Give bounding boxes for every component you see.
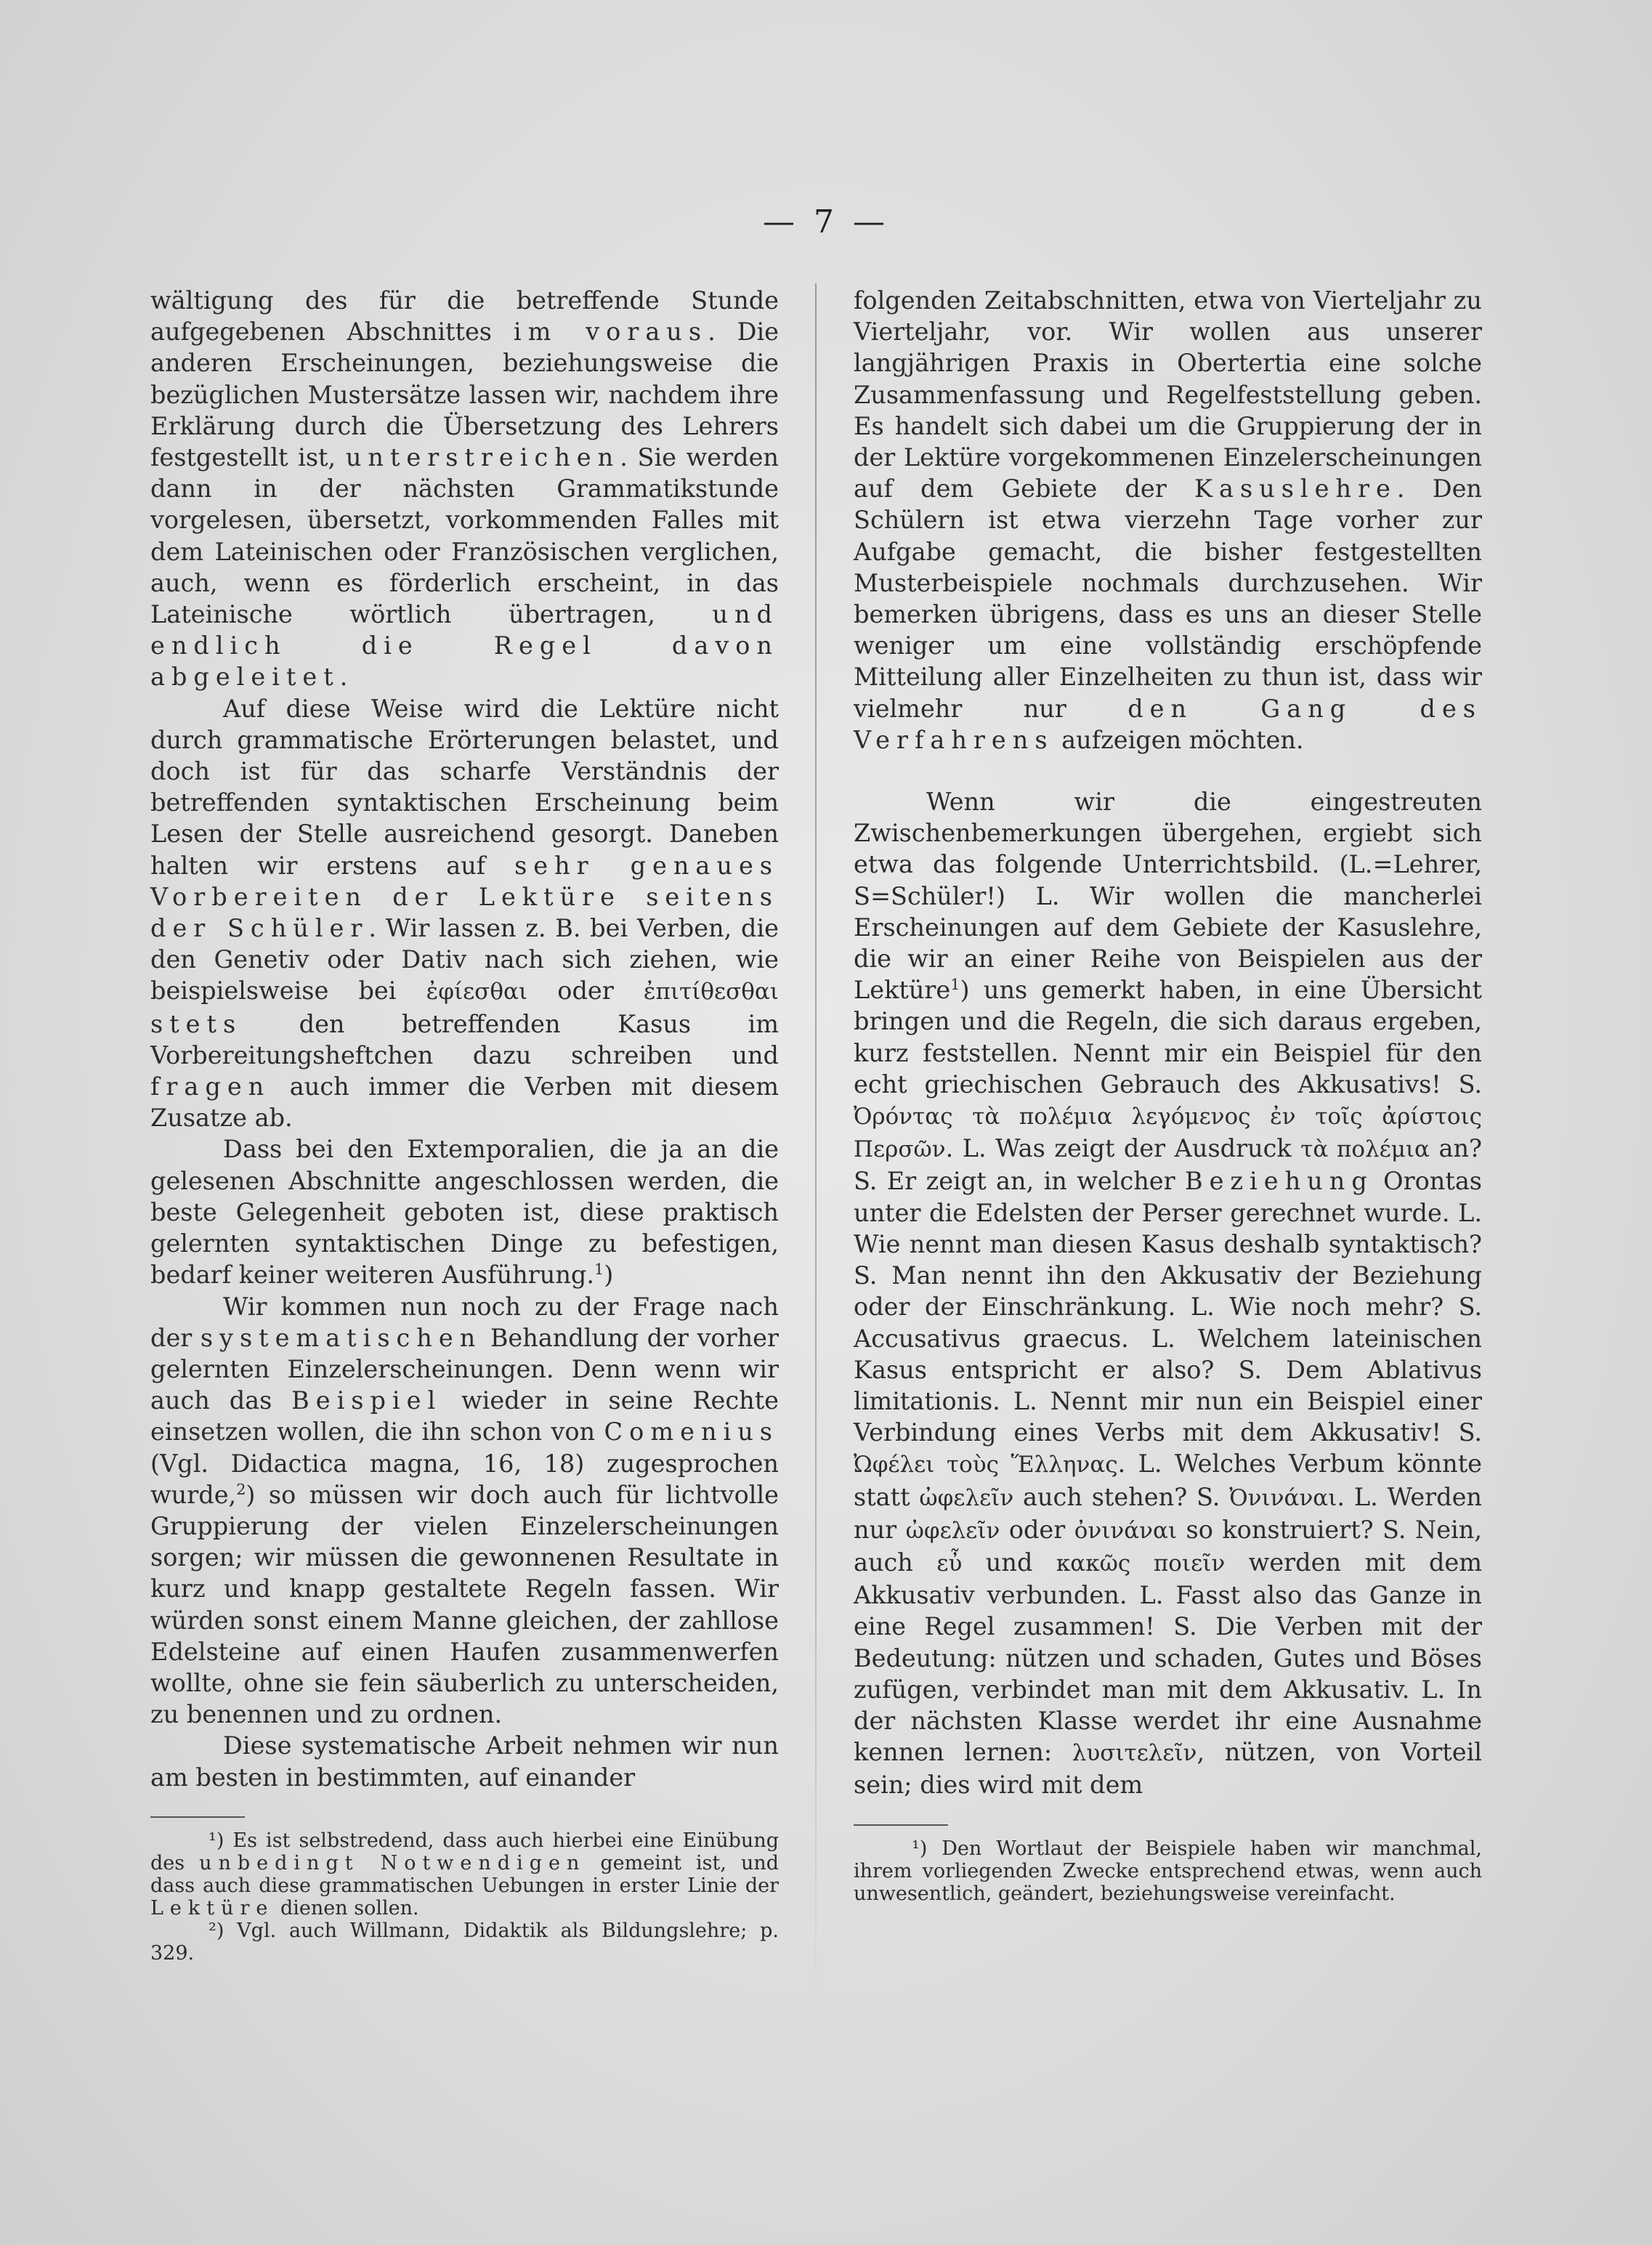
spaced-emphasis: Lektüre (150, 1896, 275, 1920)
text-run: (Vgl. Didactica magna, 16, 18) zugesprochen wurde, (150, 1449, 779, 1509)
right-paragraph-2 (854, 786, 1482, 1801)
text-run: gemeint ist, und dass auch diese grammatischen Uebungen in erster Linie der (150, 1851, 780, 1897)
left-paragraph-4 (150, 1291, 779, 1731)
text-run: Orontas unter die Edelsten der Perser gerechnet wurde. L. Wie nennt man diesen Kasus deshalb syntaktisch? S. Man nennt ihn den Akkusativ der Beziehung oder der Einschränkung. L. Wie noch mehr? S. Accusativus graecus. L. Welchem lateinischen Kasus entspricht er also? S. Dem Ablativus limitationis. L. Nennt mir nun ein Beispiel einer Verbindung eines Verbs mit dem Akkusativ! S. (854, 1167, 1482, 1447)
footnote-ref: 1 (950, 976, 960, 994)
greek-phrase: Ὀρόντας τὰ πολέμια λεγόμενος ἐν τοῖς ἀρίστοις Περσῶν (854, 1104, 1482, 1163)
spaced-emphasis: und endlich die Regel davon abgeleitet (150, 600, 779, 692)
left-paragraph-3 (150, 1133, 779, 1290)
greek-phrase: Ὠφέλει τοὺς Ἕλληνας (854, 1452, 1118, 1479)
text-run: . L. Was zeigt der Ausdruck (945, 1134, 1301, 1163)
spaced-emphasis: unterstreichen (345, 443, 620, 472)
text-run: so konstruiert? S. Nein, auch (854, 1515, 1482, 1577)
footnote-rule (854, 1824, 948, 1826)
right-footnotes (854, 1837, 1482, 1905)
text-run: ) so müssen wir doch auch für lichtvolle Gruppierung der vielen Einzelerscheinungen sorgen; wir müssen die gewonnenen Resultate in kurz und knapp gestaltete Regeln fassen. Wir würden sonst einem Manne gleichen, der zahllose Edelsteine auf einen Haufen zusammenwerfen wollte, ohne sie fein säuberlich zu unterscheiden, zu benennen und zu ordnen. (150, 1480, 779, 1729)
text-run: . Wir lassen z. B. bei Verben, die den Genetiv oder Dativ nach sich ziehen, wie beispielsweise bei (150, 914, 779, 1006)
spaced-emphasis: Kasuslehre (1194, 474, 1397, 503)
text-run: und (962, 1548, 1056, 1577)
text-run: aufzeigen möchten. (1053, 725, 1304, 754)
greek-word: Ὀνινάναι (1229, 1484, 1337, 1511)
greek-word: ἐπιτίθεσθαι (643, 979, 780, 1006)
spaced-emphasis: stets (150, 1009, 243, 1038)
text-run: ) (604, 1261, 614, 1290)
column-divider (815, 283, 817, 2013)
text-run: dienen sollen. (274, 1896, 419, 1920)
greek-word: ὀνινάναι (1074, 1517, 1178, 1544)
spaced-emphasis: Beziehung (1184, 1167, 1374, 1196)
right-column (854, 285, 1482, 1905)
spaced-emphasis: im voraus (513, 317, 708, 347)
text-run: Auf diese Weise wird die Lektüre nicht durch grammatische Erörterungen belastet, und doch ist für das scharfe Verständnis der betreffenden syntaktischen Erscheinung beim Lesen der Stelle ausreichend gesorgt. Daneben halten wir erstens auf (150, 694, 779, 880)
left-footnotes (150, 1829, 779, 1965)
text-run: , nützen, von Vorteil sein; dies wird mit dem (854, 1738, 1483, 1800)
spaced-emphasis: den Gang des Verfahrens (854, 694, 1482, 754)
text-run: oder (527, 976, 644, 1006)
text-run: wältigung des für die betreffende Stunde aufgegebenen Abschnittes (150, 286, 779, 347)
text-run: werden mit dem Akkusativ verbunden. L. Fasst also das Ganze in eine Regel zusammen! S. Die Verben mit der Bedeutung: nützen und schaden, Gutes und Böses zufügen, verbindet man mit dem Akkusativ. L. In der nächsten Klasse werdet ihr eine Ausnahme kennen lernen: (854, 1548, 1482, 1767)
greek-word: ὠφελεῖν (905, 1517, 1000, 1544)
spaced-emphasis: Comenius (604, 1417, 779, 1447)
greek-word: ἐφίεσθαι (426, 979, 528, 1006)
text-run: oder (1000, 1515, 1074, 1544)
text-run: Dass bei den Extemporalien, die ja an die gelesenen Abschnitte angeschlossen werden, die beste Gelegenheit geboten ist, diese praktisch gelernten syntaktischen Dinge zu befestigen, bedarf keiner weiteren Ausführung. (150, 1135, 779, 1290)
text-run: an? S. Er zeigt an, in welcher (854, 1134, 1482, 1196)
spaced-emphasis: unbedingt Notwendigen (199, 1851, 586, 1874)
text-run: den betreffenden Kasus im Vorbereitungsheftchen dazu schreiben und (150, 1009, 779, 1069)
footnote-rule (150, 1816, 245, 1818)
text-run: . Den Schülern ist etwa vierzehn Tage vorher zur Aufgabe gemacht, die bisher festgestellten Musterbeispiele nochmals durchzusehen. Wir bemerken übrigens, dass es uns an dieser Stelle weniger um eine vollständig erschöpfende Mitteilung aller Einzelheiten zu thun ist, dass wir vielmehr nur (854, 474, 1483, 723)
footnote-1: ¹) Den Wortlaut der Beispiele haben wir manchmal, ihrem vorliegenden Zwecke entsprechend etwas, wenn auch unwesentlich, geändert, beziehungsweise vereinfacht. (854, 1837, 1482, 1905)
text-run: Wir kommen nun noch zu der Frage nach der (150, 1292, 779, 1352)
left-paragraph-5: Diese systematische Arbeit nehmen wir nun am besten in bestimmten, auf einander (150, 1731, 779, 1792)
text-run: ) uns gemerkt haben, in eine Übersicht bringen und die Regeln, die sich daraus ergeben, kurz feststellen. Nennt mir ein Beispiel für den echt griechischen Gebrauch des Akkusativs! S. (854, 976, 1482, 1099)
text-run: wieder in seine Rechte einsetzen wollen, die ihn schon von (150, 1386, 780, 1447)
text-run: . (339, 663, 348, 692)
spaced-emphasis: fragen (150, 1072, 271, 1101)
greek-word: λυσιτελεῖν (1072, 1740, 1197, 1767)
text-run: . Die anderen Erscheinungen, beziehungsweise die bezüglichen Mustersätze lassen wir, nachdem ihre Erklärung durch die Übersetzung des Lehrers festgestellt ist, (150, 317, 779, 472)
text-run: Wenn wir die eingestreuten Zwischenbemerkungen übergehen, ergiebt sich etwa das folgende Unterrichtsbild. (L.=Lehrer, S=Schüler!) L. Wir wollen die mancherlei Erscheinungen auf dem Gebiete der Kasuslehre, die wir an einer Reihe von Beispielen aus der Lektüre (854, 788, 1482, 1005)
text-run: . L. Welches Verbum könnte statt (854, 1449, 1482, 1511)
spaced-emphasis: sehr genaues Vorbereiten der Lektüre seitens der Schüler (150, 851, 779, 943)
greek-word: ὠφελεῖν (919, 1484, 1014, 1511)
left-column (150, 285, 779, 1965)
footnote-2: ²) Vgl. auch Willmann, Didaktik als Bildungslehre; p. 329. (150, 1919, 779, 1965)
text-run: auch stehen? S. (1013, 1482, 1230, 1511)
text-run: Behandlung der vorher gelernten Einzelerscheinungen. Denn wenn wir auch das (150, 1323, 780, 1415)
left-paragraph-1 (150, 285, 779, 693)
footnote-ref: 2 (236, 1480, 246, 1498)
text-run: ¹) Es ist selbstredend, dass auch hierbei eine Einübung des (150, 1829, 779, 1874)
text-run: . Sie werden dann in der nächsten Grammatikstunde vorgelesen, übersetzt, vorkommenden Falles mit dem Lateinischen oder Französischen verglichen, auch, wenn es förderlich erscheint, in das Lateinische wörtlich übertragen, (150, 443, 779, 629)
text-run: auch immer die Verben mit diesem Zusatze ab. (150, 1072, 779, 1133)
spaced-emphasis: Beispiel (291, 1386, 442, 1415)
greek-phrase: τὰ πολέμια (1300, 1136, 1430, 1163)
right-paragraph-1 (854, 285, 1482, 756)
text-run: . L. Werden nur (854, 1482, 1483, 1544)
spaced-emphasis: systematischen (200, 1323, 482, 1352)
page-number: — 7 — (763, 203, 889, 240)
left-paragraph-2 (150, 693, 779, 1134)
footnote-1 (150, 1829, 779, 1920)
greek-word: εὖ (936, 1550, 963, 1577)
footnote-ref: 1 (594, 1261, 604, 1279)
text-run: folgenden Zeitabschnitten, etwa von Vierteljahr zu Vierteljahr, vor. Wir wollen aus unserer langjährigen Praxis in Obertertia eine solche Zusammenfassung und Regelfeststellung geben. Es handelt sich dabei um die Gruppierung der in der Lektüre vorgekommenen Einzelerscheinungen auf dem Gebiete der (854, 286, 1482, 503)
greek-phrase: κακῶς ποιεῖν (1056, 1550, 1226, 1577)
